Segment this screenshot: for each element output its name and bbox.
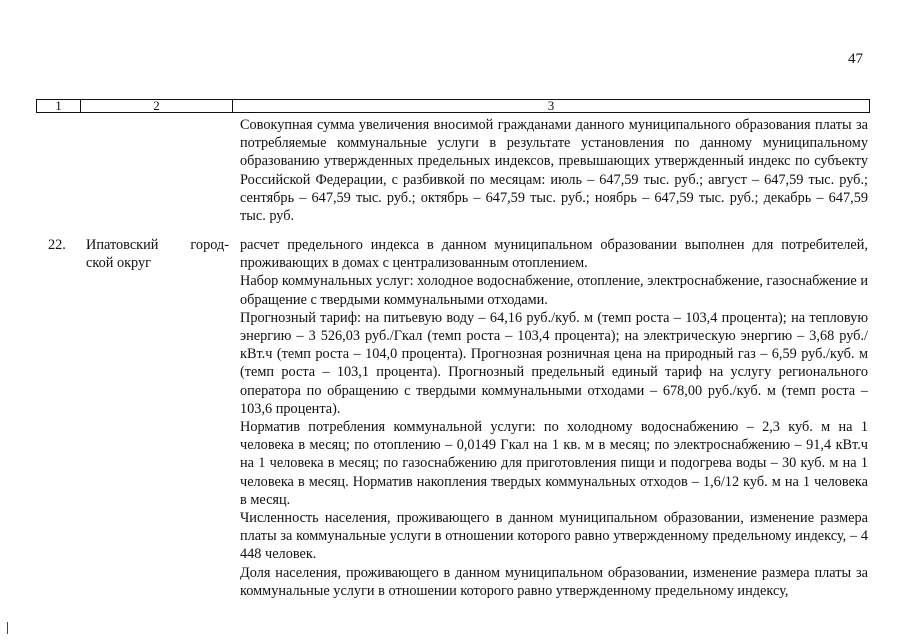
paragraph-consumption-norms: Норматив потребления коммунальной услуги: по холодному водоснабжению – 2,3 куб. м на 1 человека в месяц; по отоплению – 0,0149 Гкал на 1 кв. м в месяц; по электроснабжению – 91,4 кВт.ч на 1 человека в месяц; по газоснабжению для приготовления пищи и подогрева воды – 30 куб. м на 1 человека в месяц. Норматив накопления твердых коммунальных отходов – 1,6/12 куб. м на 1 человека в месяц.: [240, 419, 868, 508]
table-header-col-2: 2: [81, 100, 233, 112]
continued-paragraph: [240, 116, 868, 225]
municipality-name-line-1: Ипатовский город-: [86, 237, 229, 253]
paragraph-population-count: Численность населения, проживающего в данном муниципальном образовании, изменение размера платы за коммунальные услуги в отношении которого равно утвержденному предельному индексу, – 4 448 человек.: [240, 510, 868, 563]
row-description: [240, 236, 868, 600]
municipality-name: [86, 236, 229, 272]
scan-edge-mark: [7, 622, 8, 634]
table-header-row: [36, 99, 870, 113]
page-number: 47: [848, 51, 863, 67]
paragraph-population-share: Доля населения, проживающего в данном муниципальном образовании, изменение размера платы за коммунальные услуги в отношении которого равно утвержденному предельному индексу,: [240, 564, 868, 599]
municipality-name-line-2: ской округ: [86, 255, 152, 272]
table-header-col-3: 3: [547, 98, 555, 113]
summary-paragraph: Совокупная сумма увеличения вносимой гражданами данного муниципального образования платы за потребляемые коммунальные услуги в результате установления по данному муниципальному образованию утвержденных предельных индексов, превышающих утвержденный индекс по субъекту Российской Федерации, с разбивкой по месяцам: июль – 647,59 тыс. руб.; август – 647,59 тыс. руб.; сентябрь – 647,59 тыс. руб.; октябрь – 647,59 тыс. руб.; ноябрь – 647,59 тыс. руб.; декабрь – 647,59 тыс. руб.: [240, 117, 868, 225]
table-header-col-1: 1: [37, 100, 81, 112]
row-number: 22.: [48, 237, 66, 253]
paragraph-service-set: Набор коммунальных услуг: холодное водоснабжение, отопление, электроснабжение, газоснабжение и обращение с твердыми коммунальными отходами.: [240, 273, 868, 308]
paragraph-calculation-basis: расчет предельного индекса в данном муниципальном образовании выполнен для потребителей, проживающих в домах с централизованным отоплением.: [240, 237, 868, 272]
paragraph-forecast-tariffs: Прогнозный тариф: на питьевую воду – 64,16 руб./куб. м (темп роста – 103,4 процента); на тепловую энергию – 3 526,03 руб./Гкал (темп роста – 103,4 процента); на электрическую энергию – 3,68 руб./кВт.ч (темп роста – 104,0 процента). Прогнозная розничная цена на природный газ – 6,59 руб./куб. м (темп роста – 103,1 процента). Прогнозный предельный единый тариф на услугу регионального оператора по обращению с твердыми коммунальными отходами – 678,00 руб./куб. м (темп роста – 103,6 процента).: [240, 309, 868, 417]
